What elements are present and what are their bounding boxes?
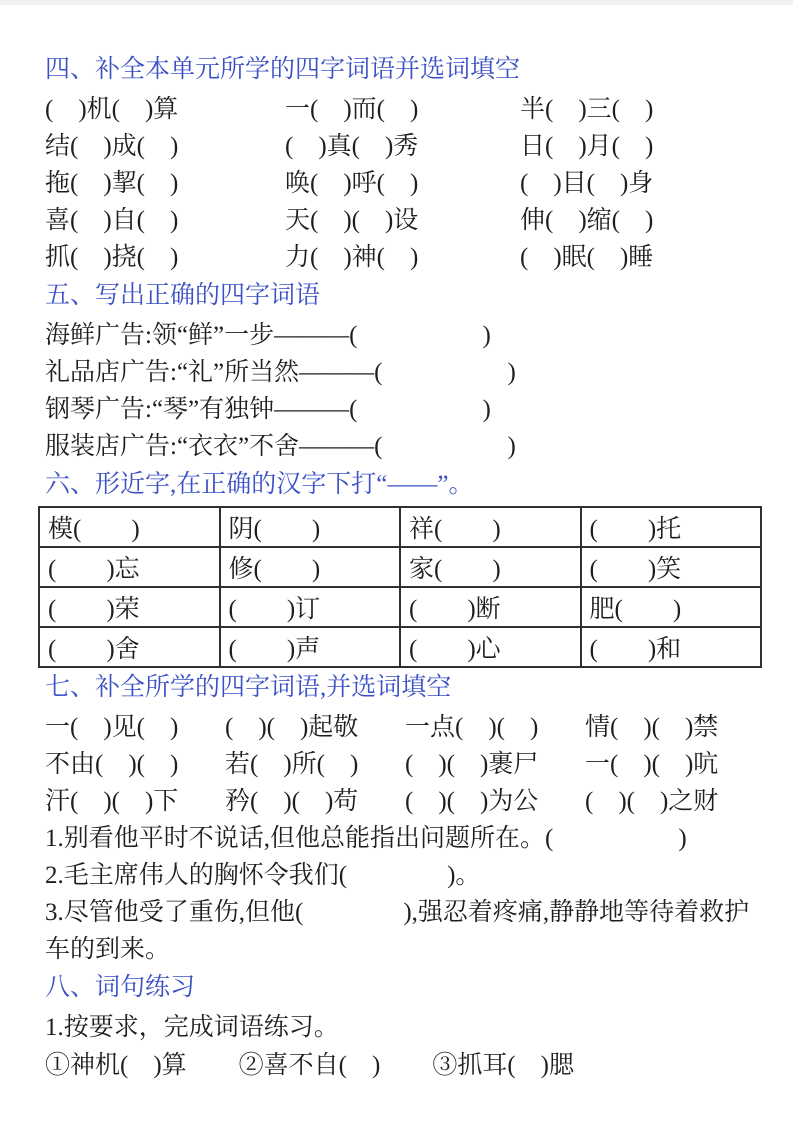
table-cell: ( )舍 [39, 627, 220, 667]
ad-line: 钢琴广告:“琴”有独钟———( ) [45, 396, 491, 423]
table-row [39, 547, 761, 587]
idiom-blank: ( )目( )身 [520, 170, 654, 197]
ad-line: 海鲜广告:领“鲜”一步———( ) [45, 322, 491, 349]
table-cell: ( )和 [581, 627, 762, 667]
idiom-blank: 伸( )缩( ) [520, 207, 654, 234]
table-row [39, 587, 761, 627]
idiom-blank: 抓( )挠( ) [45, 244, 179, 271]
section-7-heading: 七、补全所学的四字词语,并选词填空 [45, 674, 452, 701]
ad-line: 礼品店广告:“礼”所当然———( ) [45, 359, 516, 386]
table-cell: 祥( ) [400, 507, 581, 547]
idiom-blank: ( )( )起敬 [225, 714, 359, 741]
idiom-blank: 一( )见( ) [45, 714, 179, 741]
idiom-blank: 若( )所( ) [225, 751, 359, 778]
scan-artifact-top-edge [0, 0, 793, 5]
idiom-row [45, 91, 763, 128]
table-cell: 肥( ) [581, 587, 762, 627]
idiom-blank: 一( )而( ) [285, 96, 419, 123]
idiom-blank: ( )( )之财 [585, 788, 719, 815]
idiom-blank: 日( )月( ) [520, 133, 654, 160]
table-cell: ( )笑 [581, 547, 762, 587]
idiom-row [45, 709, 763, 746]
table-cell: 修( ) [220, 547, 401, 587]
idiom-blank: 半( )三( ) [520, 96, 654, 123]
idiom-row [45, 202, 763, 239]
idiom-blank: 力( )神( ) [285, 244, 419, 271]
fill-in-sentence: 1.别看他平时不说话,但他总能指出问题所在。( ) [45, 825, 687, 852]
table-cell: ( )荣 [39, 587, 220, 627]
idiom-row [45, 128, 763, 165]
idiom-blank: 天( )( )设 [285, 207, 419, 234]
section-7-idiom-grid [45, 709, 763, 820]
table-cell: ( )订 [220, 587, 401, 627]
section-4-heading: 四、补全本单元所学的四字词语并选词填空 [45, 56, 521, 83]
section-4-idiom-grid [45, 91, 763, 276]
instruction-line: 1.按要求，完成词语练习。 [45, 1014, 339, 1041]
idiom-blank: 不由( )( ) [45, 751, 179, 778]
idiom-blank: ( )机( )算 [45, 96, 179, 123]
section-6-heading: 六、形近字,在正确的汉字下打“——”。 [45, 471, 474, 498]
idiom-blank: 喜( )自( ) [45, 207, 179, 234]
numbered-idiom-items [45, 1046, 763, 1086]
idiom-blank: 一( )( )吭 [585, 751, 719, 778]
table-cell: 家( ) [400, 547, 581, 587]
section-5-ad-lines [45, 317, 763, 465]
near-homograph-table [38, 506, 762, 668]
table-cell: ( )忘 [39, 547, 220, 587]
idiom-row [45, 239, 763, 276]
idiom-item: ③抓耳( )腮 [432, 1052, 574, 1079]
table-row [39, 627, 761, 667]
idiom-blank: 情( )( )禁 [585, 714, 719, 741]
fill-in-sentence: 2.毛主席伟人的胸怀令我们( )。 [45, 862, 481, 889]
idiom-blank: 矜( )( )苟 [225, 788, 359, 815]
idiom-item: ①神机( )算 [45, 1052, 187, 1079]
idiom-blank: 唤( )呼( ) [285, 170, 419, 197]
idiom-blank: 一点( )( ) [405, 714, 539, 741]
idiom-blank: ( )( )为公 [405, 788, 539, 815]
idiom-row [45, 165, 763, 202]
idiom-blank: 结( )成( ) [45, 133, 179, 160]
idiom-blank: ( )真( )秀 [285, 133, 419, 160]
idiom-blank: ( )( )裹尸 [405, 751, 539, 778]
section-5-heading: 五、写出正确的四字词语 [45, 282, 321, 309]
table-cell: ( )托 [581, 507, 762, 547]
table-cell: 阴( ) [220, 507, 401, 547]
ad-line: 服装店广告:“衣衣”不舍———( ) [45, 433, 516, 460]
table-cell: ( )断 [400, 587, 581, 627]
table-cell: ( )声 [220, 627, 401, 667]
idiom-blank: 拖( )挈( ) [45, 170, 179, 197]
table-cell: 模( ) [39, 507, 220, 547]
section-7-sentences [45, 820, 763, 968]
idiom-row [45, 746, 763, 783]
idiom-blank: 汗( )( )下 [45, 788, 179, 815]
idiom-row [45, 783, 763, 820]
table-cell: ( )心 [400, 627, 581, 667]
idiom-blank: ( )眠( )睡 [520, 244, 654, 271]
fill-in-sentence: 3.尽管他受了重伤,但他( ),强忍着疼痛,静静地等待着救护车的到来。 [45, 899, 750, 963]
idiom-item: ②喜不自( ) [238, 1052, 381, 1079]
section-8-heading: 八、词句练习 [45, 974, 196, 1001]
table-row [39, 507, 761, 547]
